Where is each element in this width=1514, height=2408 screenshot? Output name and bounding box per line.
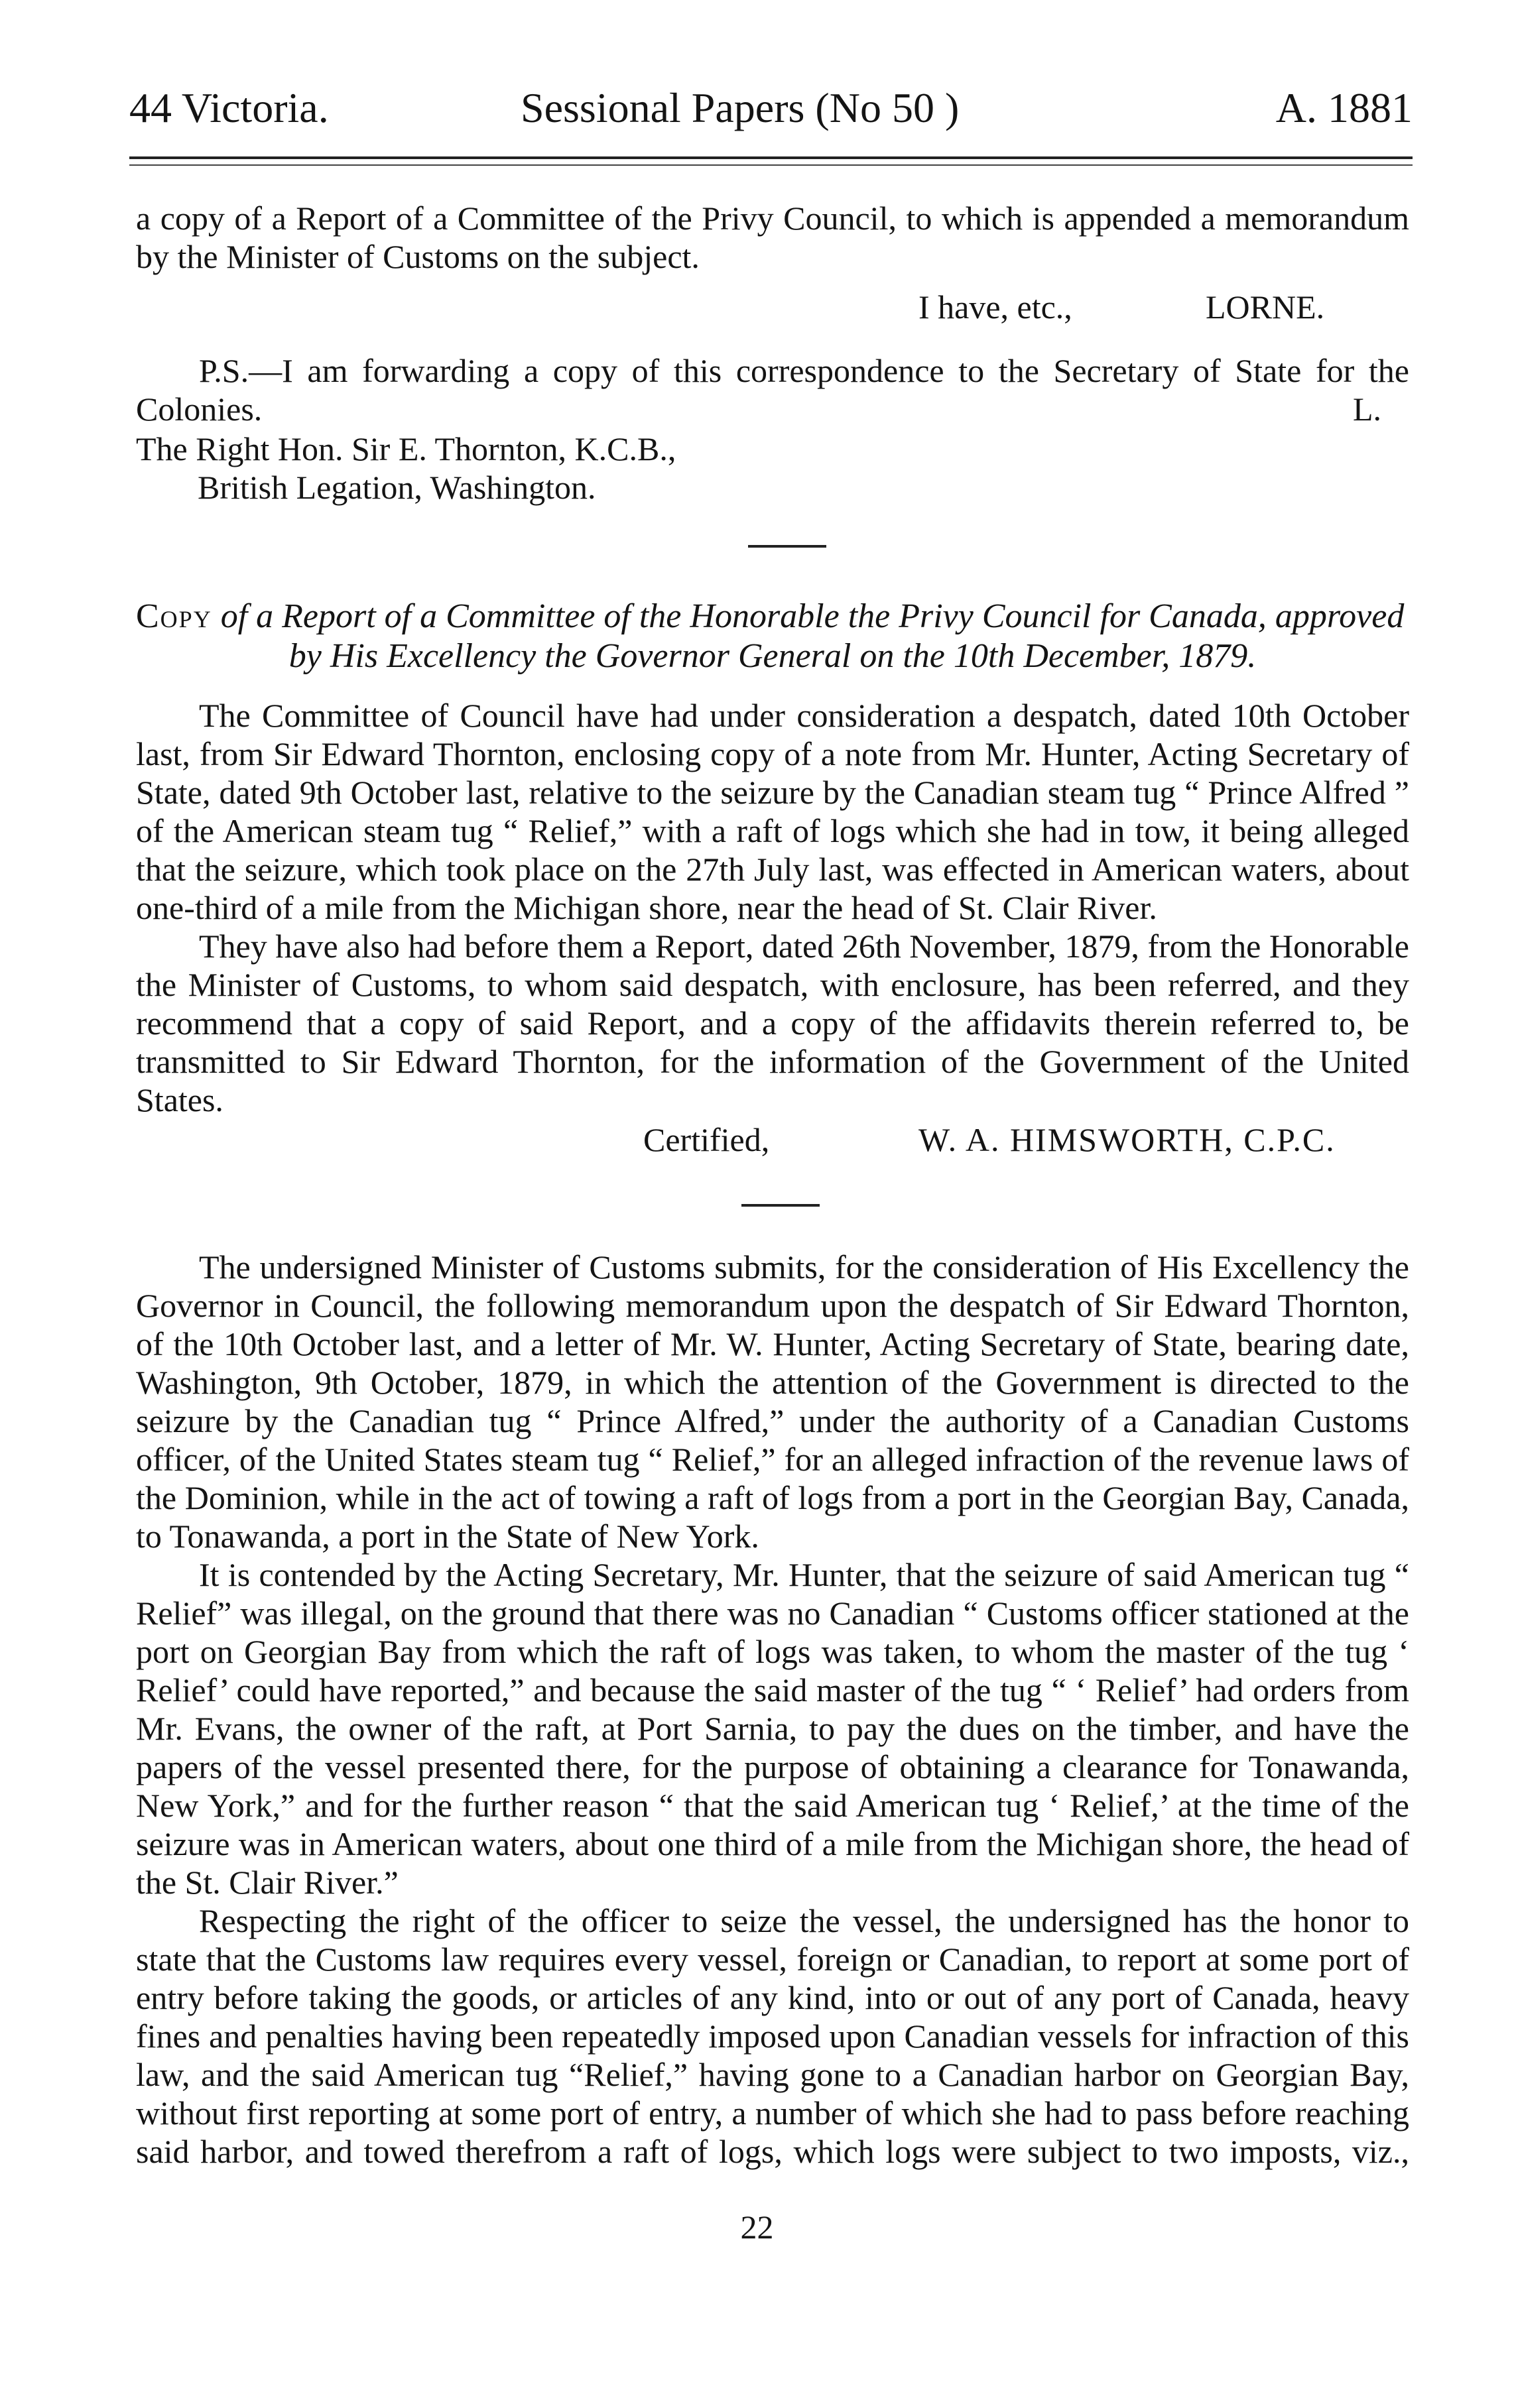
letter-closing-paragraph: a copy of a Report of a Committee of the Privy Council, to which is appended a memorandum by the Minister of Customs on the subject. (136, 200, 1409, 275)
addressee-location: British Legation, Washington. (198, 469, 596, 506)
report-heading-line1: of a Report of a Committee of the Honorable the Privy Council for Canada, approved (220, 597, 1405, 635)
memorandum-paragraph-3: Respecting the right of the officer to seize the vessel, the undersigned has the honor to state that the Customs law requires every vessel, foreign or Canadian, to report at some port of entry before taking the goods, or articles of any kind, into or out of any port of Canada, heavy fines and penalties having been repeatedly imposed upon Canadian vessels for infraction of this law, and the said American tug “Relief,” having gone to a Canadian harbor on Georgian Bay, without first reporting at some port of entry, a number of which she had to pass before reaching said harbor, and towed therefrom a raft of logs, which logs were subject to two imposts, viz., (136, 1902, 1409, 2170)
section-separator (748, 545, 826, 548)
signature-lorne: LORNE. (1206, 288, 1325, 326)
header-year: A. 1881 (1275, 84, 1413, 131)
running-header (129, 78, 1413, 138)
report-heading-prefix: Copy (136, 597, 212, 635)
page-number: 22 (740, 2208, 774, 2246)
header-rule (129, 156, 1413, 166)
memorandum-body (136, 1248, 1409, 2171)
header-session: 44 Victoria. (129, 84, 329, 131)
report-heading-line2: by His Excellency the Governor General on the 10th December, 1879. (288, 637, 1257, 675)
postscript: P.S.—I am forwarding a copy of this correspondence to the Secretary of State for the Colonies. (136, 352, 1409, 428)
section-separator (741, 1204, 820, 1207)
header-title: Sessional Papers (No 50 ) (521, 84, 960, 131)
certifier-signature: W. A. HIMSWORTH, C.P.C. (918, 1121, 1336, 1158)
report-heading (136, 597, 1409, 676)
memorandum-paragraph-2: It is contended by the Acting Secretary, Mr. Hunter, that the seizure of said American tug “ Relief” was illegal, on the ground that there was no Canadian “ Customs officer stationed at the port on Georgian Bay from which the raft of logs was taken, to whom the master of the tug ‘ Relief’ could have reported,” and because the said master of the tug “ ‘ Relief’ had orders from Mr. Evans, the owner of the raft, at Port Sarnia, to pay the dues on the timber, and have the papers of the vessel presented there, for the purpose of obtaining a clearance for Tonawanda, New York,” and for the further reason “ that the said American tug ‘ Relief,’ at the time of the seizure was in American waters, about one third of a mile from the Michigan shore, the head of the St. Clair River.” (136, 1556, 1409, 1901)
addressee-name: The Right Hon. Sir E. Thornton, K.C.B., (136, 430, 676, 467)
memorandum-paragraph-1: The undersigned Minister of Customs submits, for the consideration of His Excellency the Governor in Council, the following memorandum upon the despatch of Sir Edward Thornton, of the 10th October last, and a letter of Mr. W. Hunter, Acting Secretary of State, bearing date, Washington, 9th October, 1879, in which the attention of the Government is directed to the seizure by the Canadian tug “ Prince Alfred,” under the authority of a Canadian Customs officer, of the United States steam tug “ Relief,” for an alleged infraction of the revenue laws of the Dominion, while in the act of towing a raft of logs from a port in the Georgian Bay, Canada, to Tonawanda, a port in the State of New York. (136, 1248, 1409, 1555)
certified-label: Certified, (643, 1121, 770, 1158)
report-paragraph-2: They have also had before them a Report, dated 26th November, 1879, from the Honorable the Minister of Customs, to whom said despatch, with enclosure, has been referred, and they recommend that a copy of said Report, and a copy of the affidavits therein referred to, be transmitted to Sir Edward Thornton, for the information of the Government of the United States. (136, 928, 1409, 1118)
report-body (136, 696, 1409, 1119)
postscript-initial: L. (1353, 391, 1382, 428)
sign-off: I have, etc., (918, 288, 1072, 326)
report-paragraph-1: The Committee of Council have had under consideration a despatch, dated 10th October last, from Sir Edward Thornton, enclosing copy of a note from Mr. Hunter, Acting Secretary of State, dated 9th October last, relative to the seizure by the Canadian steam tug “ Prince Alfred ” of the American steam tug “ Relief,” with a raft of logs which she had in tow, it being alleged that the seizure, which took place on the 27th July last, was effected in American waters, about one-third of a mile from the Michigan shore, near the head of St. Clair River. (136, 697, 1409, 926)
